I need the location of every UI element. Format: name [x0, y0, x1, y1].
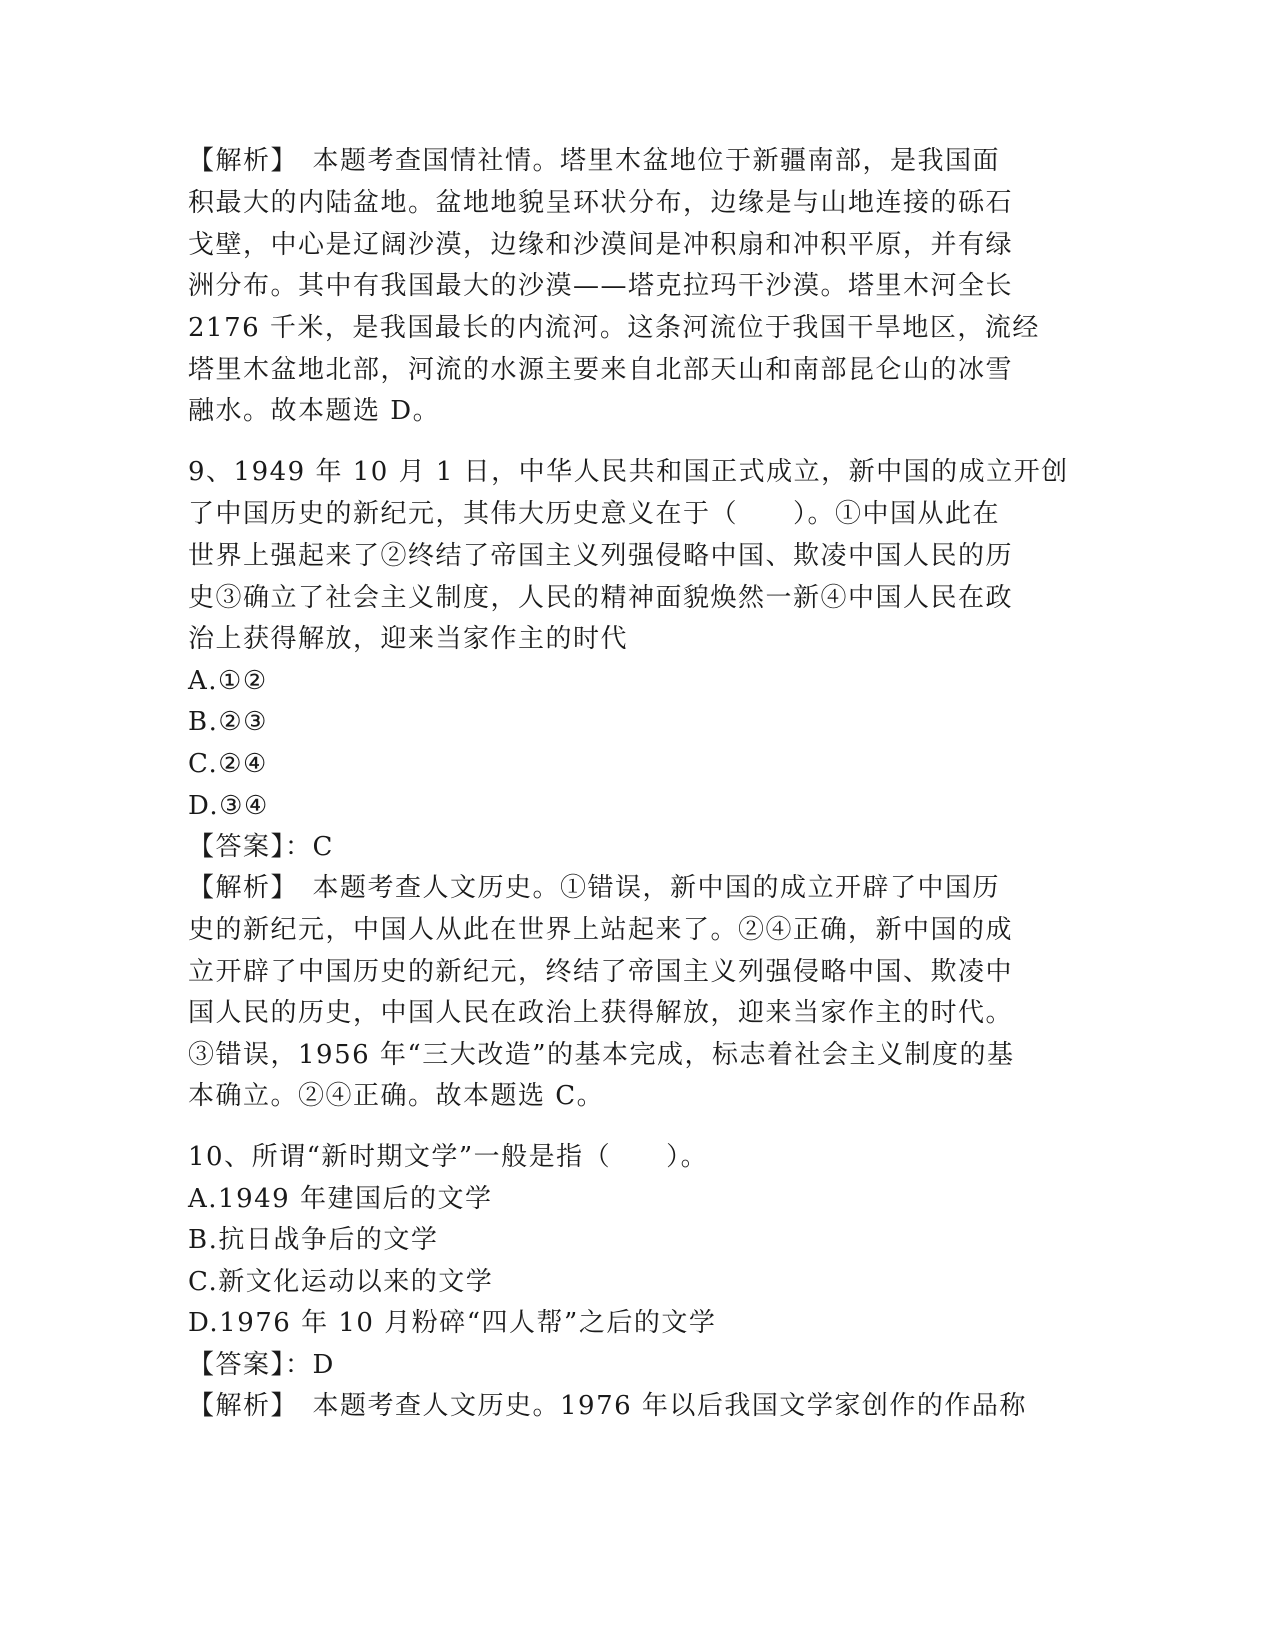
q9-option-b: B.②③	[188, 707, 268, 737]
q9-stem-line: 了中国历史的新纪元，其伟大历史意义在于（ ）。①中国从此在	[188, 499, 1001, 529]
q10-option-b: B.抗日战争后的文学	[188, 1225, 439, 1255]
q10-answer: 【答案】：D	[188, 1350, 335, 1380]
analysis-line: 2176 千米，是我国最长的内流河。这条河流位于我国干旱地区，流经	[188, 313, 1040, 343]
q9-option-d: D.③④	[188, 791, 269, 821]
analysis-line: 【解析】 本题考查国情社情。塔里木盆地位于新疆南部，是我国面	[188, 146, 1001, 176]
q9-analysis-line: 国人民的历史，中国人民在政治上获得解放，迎来当家作主的时代。	[188, 998, 1014, 1028]
q10-option-d: D.1976 年 10 月粉碎“四人帮”之后的文学	[188, 1308, 717, 1338]
q10-option-c: C.新文化运动以来的文学	[188, 1267, 494, 1297]
q9-analysis-line: 立开辟了中国历史的新纪元，终结了帝国主义列强侵略中国、欺凌中	[188, 957, 1014, 987]
q10-stem-line: 10、所谓“新时期文学”一般是指（ ）。	[188, 1142, 709, 1172]
q10-option-a: A.1949 年建国后的文学	[188, 1184, 493, 1214]
q9-analysis-line: 史的新纪元，中国人从此在世界上站起来了。②④正确，新中国的成	[188, 915, 1014, 945]
analysis-line: 融水。故本题选 D。	[188, 396, 441, 426]
analysis-line: 洲分布。其中有我国最大的沙漠——塔克拉玛干沙漠。塔里木河全长	[188, 271, 1014, 301]
q9-stem-line: 9、1949 年 10 月 1 日，中华人民共和国正式成立，新中国的成立开创	[188, 457, 1069, 487]
q9-stem-line: 史③确立了社会主义制度，人民的精神面貌焕然一新④中国人民在政	[188, 583, 1014, 613]
analysis-line: 戈壁，中心是辽阔沙漠，边缘和沙漠间是冲积扇和冲积平原，并有绿	[188, 230, 1014, 260]
q10-analysis-line: 【解析】 本题考查人文历史。1976 年以后我国文学家创作的作品称	[188, 1391, 1027, 1421]
q9-option-c: C.②④	[188, 749, 268, 779]
q9-analysis-line: ③错误，1956 年“三大改造”的基本完成，标志着社会主义制度的基	[188, 1040, 1015, 1070]
q9-stem-line: 治上获得解放，迎来当家作主的时代	[188, 624, 629, 654]
q9-analysis-line: 本确立。②④正确。故本题选 C。	[188, 1081, 605, 1111]
q9-option-a: A.①②	[188, 666, 268, 696]
analysis-line: 积最大的内陆盆地。盆地地貌呈环状分布，边缘是与山地连接的砾石	[188, 188, 1014, 218]
q9-analysis-line: 【解析】 本题考查人文历史。①错误，新中国的成立开辟了中国历	[188, 873, 1001, 903]
q9-stem-line: 世界上强起来了②终结了帝国主义列强侵略中国、欺凌中国人民的历	[188, 541, 1014, 571]
analysis-line: 塔里木盆地北部，河流的水源主要来自北部天山和南部昆仑山的冰雪	[188, 355, 1014, 385]
q9-answer: 【答案】：C	[188, 832, 334, 862]
